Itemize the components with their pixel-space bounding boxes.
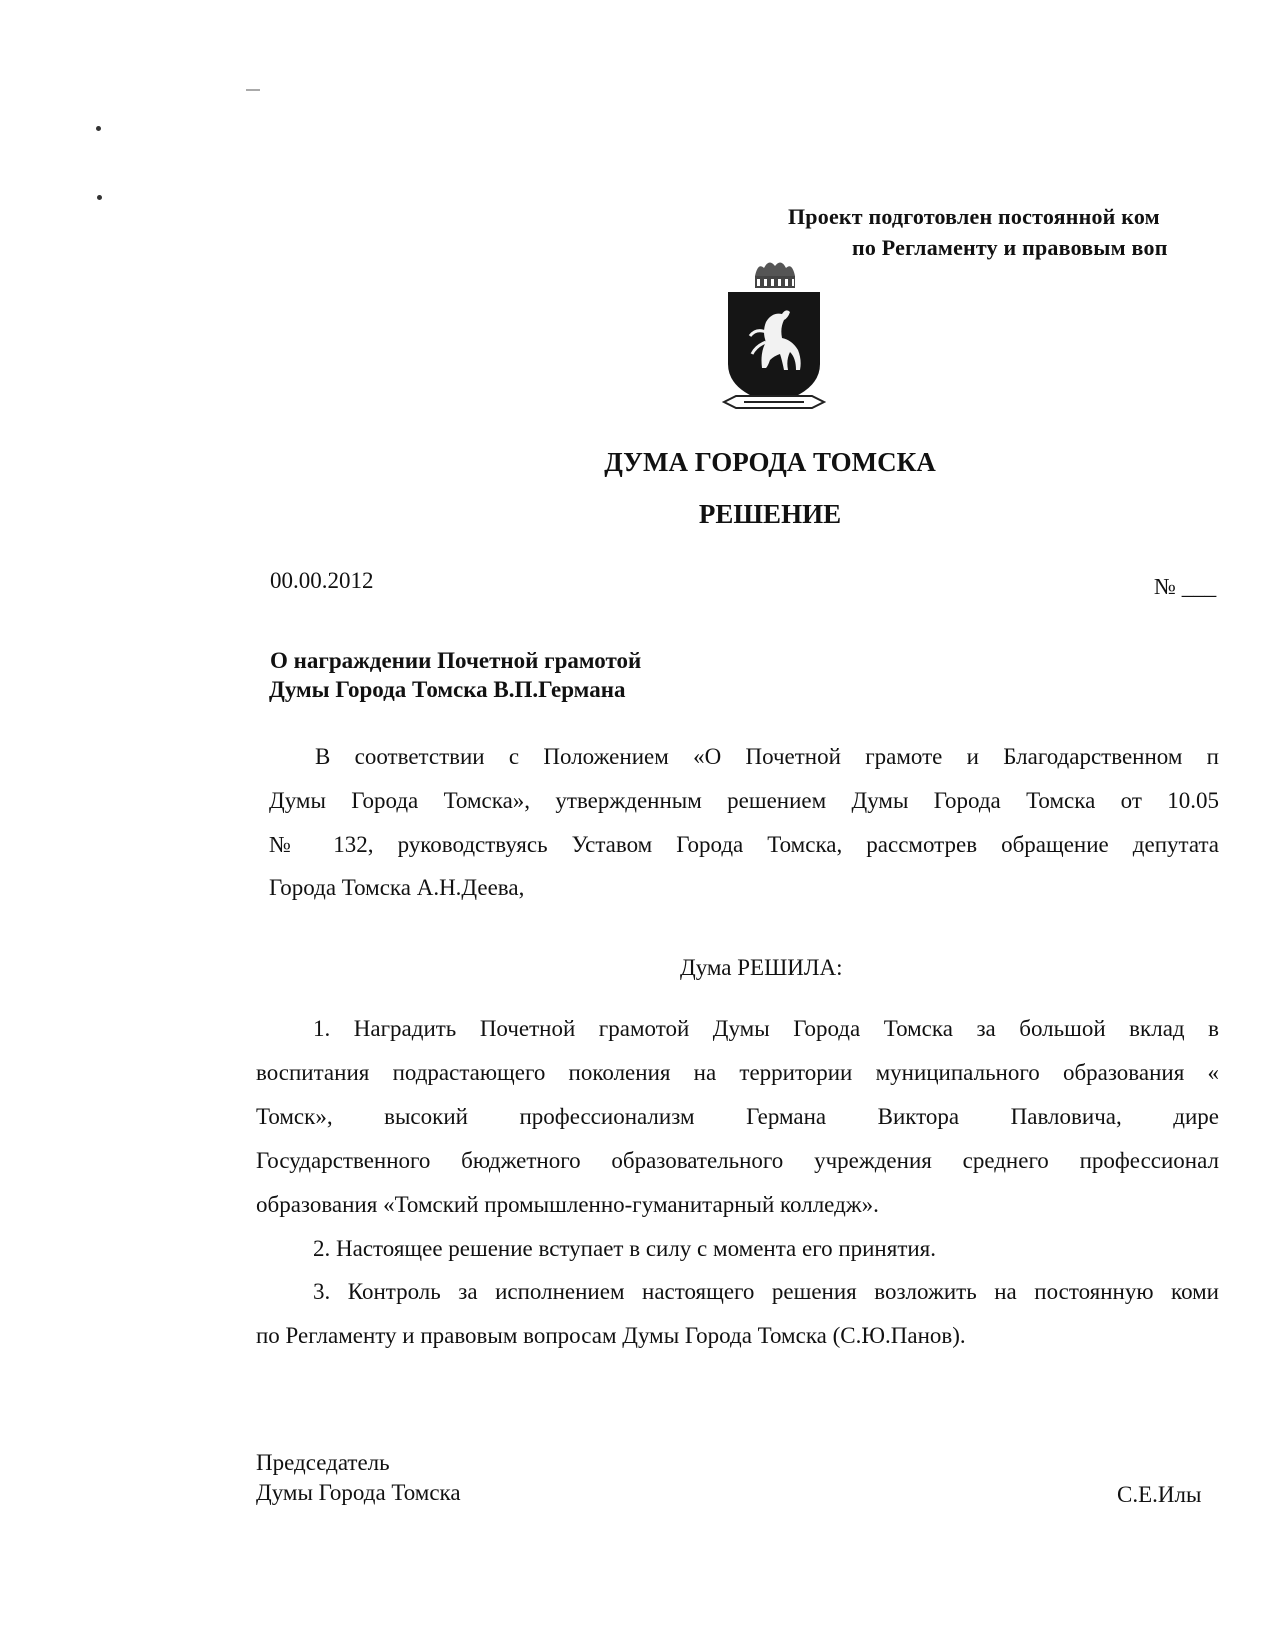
prepared-by-line-2: по Регламенту и правовым воп [852,235,1168,260]
subject-line-1: О награждении Почетной грамотой [270,648,642,673]
document-type-title: РЕШЕНИЕ [698,499,842,529]
item-1-line-2: воспитания подрастающего поколения на территории муниципального образования « [256,1060,1219,1085]
scan-artifact [96,126,101,131]
scan-artifact [97,195,102,200]
preamble-line-1: В соответствии с Положением «О Почетной грамоте и Благодарственном п [315,744,1219,769]
document-date: 00.00.2012 [270,568,374,593]
item-1-line-4: Государственного бюджетного образовательного учреждения среднего профессионал [256,1148,1219,1173]
signature-name: С.Е.Илы [1117,1482,1202,1507]
item-3-line-2: по Регламенту и правовым вопросам Думы Города Томска (С.Ю.Панов). [256,1323,966,1348]
item-2: 2. Настоящее решение вступает в силу с момента его принятия. [313,1236,937,1261]
item-1-line-3: Томск», высокий профессионализм Германа Виктора Павловича, дире [256,1104,1219,1129]
resolution-heading: Дума РЕШИЛА: [680,955,843,980]
organization-title: ДУМА ГОРОДА ТОМСКА [604,447,936,477]
item-3-line-1: 3. Контроль за исполнением настоящего решения возложить на постоянную коми [313,1279,1219,1304]
tomsk-coat-of-arms-icon [722,256,826,420]
item-1-line-1: 1. Наградить Почетной грамотой Думы Города Томска за большой вклад в [313,1016,1219,1041]
preamble-line-4: Города Томска А.Н.Деева, [269,875,525,900]
preamble-line-2: Думы Города Томска», утвержденным решением Думы Города Томска от 10.05 [269,788,1219,813]
subject-line-2: Думы Города Томска В.П.Германа [269,677,626,702]
item-1-line-5: образования «Томский промышленно-гуманитарный колледж». [256,1192,879,1217]
prepared-by-line-1: Проект подготовлен постоянной ком [788,204,1160,229]
document-number: № ___ [1154,574,1217,599]
signature-position-line-1: Председатель [256,1450,390,1475]
signature-position-line-2: Думы Города Томска [256,1480,461,1505]
scan-artifact [246,89,260,91]
preamble-line-3: № 132, руководствуясь Уставом Города Томска, рассмотрев обращение депутата [269,832,1219,857]
